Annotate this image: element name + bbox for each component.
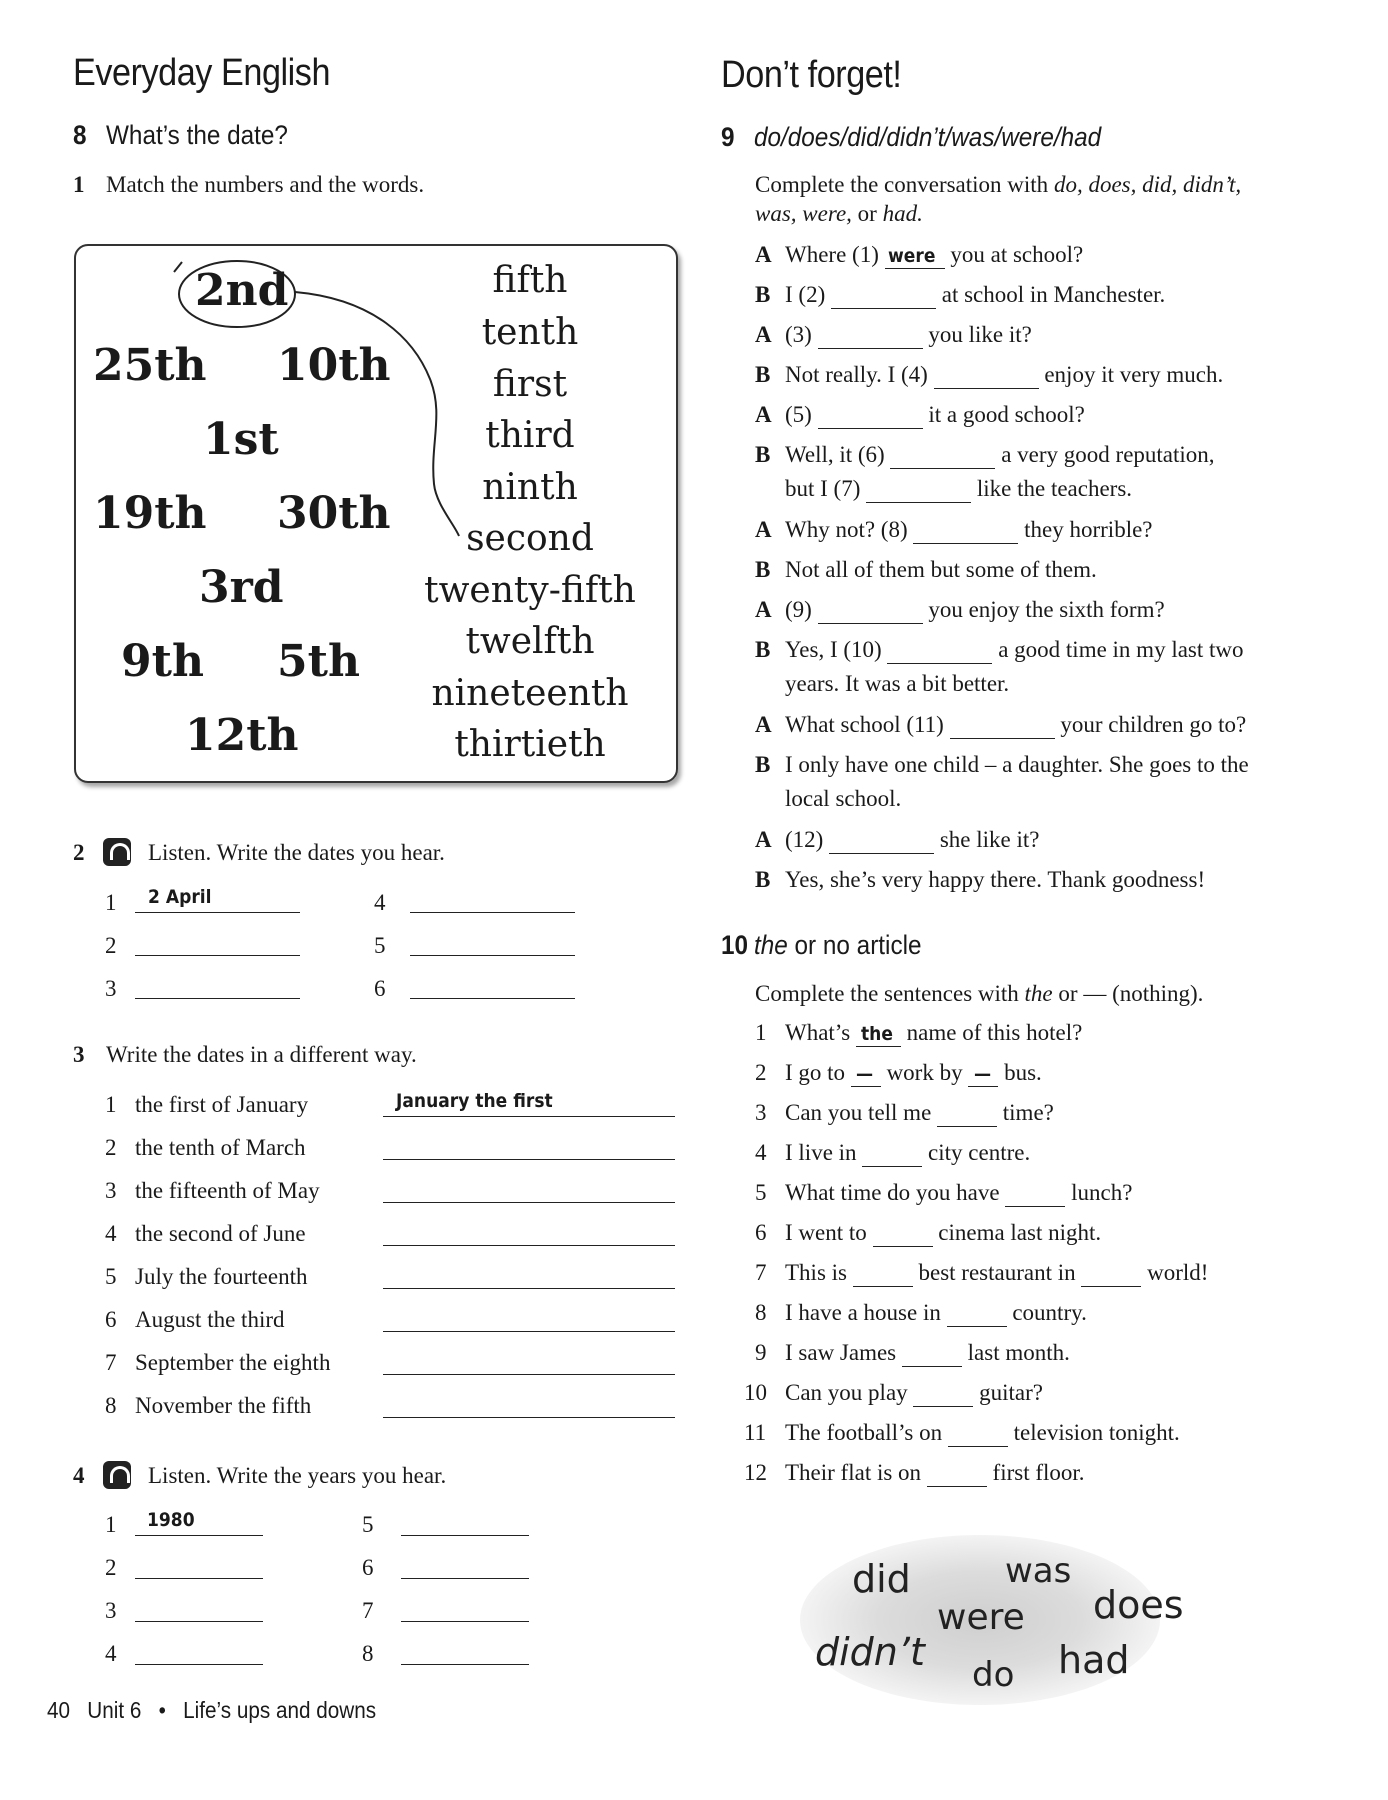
handwritten-answer: January the first — [396, 1090, 553, 1112]
dialogue-line: Not really. I (4) enjoy it very much. — [785, 362, 1224, 387]
dialogue-line: Yes, she’s very happy there. Thank goodness! — [785, 867, 1206, 892]
speaker-label: A — [755, 402, 772, 427]
item-number: 8 — [362, 1641, 374, 1666]
speaker-label: A — [755, 322, 772, 347]
item-number: 10 — [744, 1380, 767, 1405]
number-item: 12th — [185, 710, 299, 761]
dialogue-line: (12) she like it? — [785, 827, 1040, 852]
answer-line[interactable] — [401, 1535, 529, 1536]
instruction: Match the numbers and the words. — [106, 172, 425, 197]
dialogue-line: local school. — [785, 786, 902, 811]
speaker-label: B — [755, 282, 771, 307]
answer-line[interactable] — [383, 1245, 675, 1246]
speaker-label: A — [755, 827, 772, 852]
answer-blank[interactable] — [1081, 1260, 1141, 1287]
answer-line[interactable] — [401, 1664, 529, 1665]
answer-line[interactable] — [135, 1578, 263, 1579]
exercise-title: do/does/did/didn’t/was/were/had — [754, 122, 1102, 152]
answer-line[interactable] — [410, 912, 575, 913]
item-number: 1 — [105, 1092, 117, 1117]
answer-line[interactable] — [383, 1417, 675, 1418]
section-title-dont-forget: Don’t forget! — [721, 54, 902, 96]
item-number: 6 — [105, 1307, 117, 1332]
dialogue-line: Well, it (6) a very good reputation, — [785, 442, 1215, 467]
sentence: I went to cinema last night. — [785, 1220, 1102, 1245]
word-item: tenth — [481, 312, 579, 353]
dialogue-line: (5) it a good school? — [785, 402, 1085, 427]
date-phrase: the second of June — [135, 1221, 306, 1246]
dialogue-line: Where (1) were you at school? — [785, 242, 1084, 267]
answer-blank[interactable] — [913, 517, 1018, 544]
number-item: 30th — [277, 488, 391, 539]
number-item: 2nd — [195, 265, 289, 316]
subexercise-number: 2 — [73, 840, 85, 865]
instruction: Write the dates in a different way. — [106, 1042, 417, 1067]
item-number: 1 — [105, 1512, 117, 1537]
word-item: first — [492, 364, 568, 405]
answer-blank[interactable] — [937, 1100, 997, 1127]
answer-blank[interactable] — [818, 322, 923, 349]
date-phrase: the fifteenth of May — [135, 1178, 320, 1203]
answer-line[interactable] — [383, 1288, 675, 1289]
item-number: 4 — [105, 1641, 117, 1666]
speaker-label: A — [755, 712, 772, 737]
dialogue-line: (9) you enjoy the sixth form? — [785, 597, 1165, 622]
item-number: 3 — [105, 1598, 117, 1623]
dialogue-line: Why not? (8) they horrible? — [785, 517, 1153, 542]
exercise-title: the or no article — [754, 930, 922, 960]
answer-line[interactable] — [401, 1578, 529, 1579]
answer-blank[interactable] — [887, 637, 992, 664]
word-item: third — [485, 415, 575, 456]
sentence: Their flat is on first floor. — [785, 1460, 1085, 1485]
instruction: Listen. Write the years you hear. — [148, 1463, 447, 1488]
date-phrase: September the eighth — [135, 1350, 331, 1375]
sentence: I have a house in country. — [785, 1300, 1087, 1325]
answer-blank[interactable] — [818, 597, 923, 624]
answer-line[interactable] — [135, 955, 300, 956]
dialogue-line: years. It was a bit better. — [785, 671, 1010, 696]
page-number: 40 — [47, 1697, 71, 1723]
answer-blank[interactable] — [902, 1340, 962, 1367]
date-phrase: November the fifth — [135, 1393, 312, 1418]
item-number: 2 — [105, 933, 117, 958]
dialogue-line: I only have one child – a daughter. She goes to the — [785, 752, 1249, 777]
answer-blank[interactable] — [950, 712, 1055, 739]
item-number: 8 — [105, 1393, 117, 1418]
answer-line[interactable] — [383, 1159, 675, 1160]
answer-line[interactable] — [135, 1621, 263, 1622]
bullet: • — [158, 1697, 166, 1723]
speaker-label: A — [755, 517, 772, 542]
answer-blank[interactable] — [866, 476, 971, 503]
number-item: 25th — [93, 340, 207, 391]
speaker-label: B — [755, 637, 771, 662]
answer-blank[interactable] — [948, 1420, 1008, 1447]
speaker-label: B — [755, 557, 771, 582]
cloud-word: was — [1005, 1551, 1072, 1591]
answer-line[interactable] — [383, 1331, 675, 1332]
answer-blank[interactable] — [862, 1140, 922, 1167]
item-number: 1 — [105, 890, 117, 915]
answer-blank[interactable] — [829, 827, 934, 854]
dialogue-line: (3) you like it? — [785, 322, 1032, 347]
subexercise-number: 4 — [73, 1463, 85, 1488]
headphones-icon — [103, 838, 131, 866]
item-number: 4 — [374, 890, 386, 915]
cloud-word: had — [1058, 1638, 1130, 1682]
dialogue-line: Not all of them but some of them. — [785, 557, 1097, 582]
number-item: 1st — [203, 414, 279, 465]
dialogue-line: What school (11) your children go to? — [785, 712, 1247, 737]
word-item: fifth — [492, 260, 568, 301]
item-number: 7 — [362, 1598, 374, 1623]
sentence: What’s the name of this hotel? — [785, 1020, 1083, 1045]
exercise-number: 8 — [73, 120, 87, 150]
handwritten-answer: 1980 — [147, 1509, 195, 1531]
answer-blank[interactable] — [853, 1260, 913, 1287]
item-number: 7 — [755, 1260, 767, 1285]
answer-line[interactable] — [135, 998, 300, 999]
dialogue-line: I (2) at school in Manchester. — [785, 282, 1166, 307]
answer-blank[interactable] — [947, 1300, 1007, 1327]
sentence: Can you play guitar? — [785, 1380, 1044, 1405]
answer-line[interactable] — [383, 1202, 675, 1203]
instruction: Listen. Write the dates you hear. — [148, 840, 445, 865]
answer-line[interactable] — [383, 1374, 675, 1375]
answer-blank[interactable] — [934, 362, 1039, 389]
exercise-number: 9 — [721, 122, 735, 152]
number-item: 3rd — [199, 562, 284, 613]
handwritten-answer: 2 April — [148, 886, 212, 908]
item-number: 3 — [755, 1100, 767, 1125]
item-number: 2 — [105, 1555, 117, 1580]
item-number: 8 — [755, 1300, 767, 1325]
answer-blank[interactable] — [890, 442, 995, 469]
item-number: 4 — [755, 1140, 767, 1165]
number-item: 5th — [277, 636, 360, 687]
cloud-word: do — [972, 1655, 1015, 1695]
answer-line[interactable] — [410, 998, 575, 999]
word-item: twenty-fifth — [424, 570, 636, 611]
answer-line[interactable] — [401, 1621, 529, 1622]
item-number: 6 — [755, 1220, 767, 1245]
word-item: nineteenth — [431, 673, 629, 714]
subexercise-number: 3 — [73, 1042, 85, 1067]
item-number: 5 — [374, 933, 386, 958]
speaker-label: B — [755, 362, 771, 387]
speaker-label: B — [755, 442, 771, 467]
answer-line[interactable] — [135, 1535, 263, 1536]
speaker-label: B — [755, 752, 771, 777]
answer-blank[interactable] — [1005, 1180, 1065, 1207]
dialogue-line: but I (7) like the teachers. — [785, 476, 1133, 501]
answer-line[interactable] — [410, 955, 575, 956]
sentence: I go to — work by — bus. — [785, 1060, 1042, 1085]
headphones-icon — [103, 1461, 131, 1489]
answer-blank[interactable] — [818, 402, 923, 429]
answer-line[interactable] — [135, 1664, 263, 1665]
item-number: 1 — [755, 1020, 767, 1045]
instruction: Complete the conversation with do, does, did, didn’t, — [755, 172, 1242, 197]
answer-blank[interactable] — [913, 1380, 973, 1407]
item-number: 5 — [362, 1512, 374, 1537]
speaker-label: A — [755, 597, 772, 622]
item-number: 6 — [362, 1555, 374, 1580]
item-number: 5 — [105, 1264, 117, 1289]
item-number: 9 — [755, 1340, 767, 1365]
answer-line[interactable] — [383, 1116, 675, 1117]
answer-blank[interactable] — [873, 1220, 933, 1247]
date-phrase: the tenth of March — [135, 1135, 306, 1160]
section-title-everyday-english: Everyday English — [73, 52, 331, 94]
item-number: 5 — [755, 1180, 767, 1205]
cloud-word: did — [852, 1557, 911, 1601]
date-phrase: August the third — [135, 1307, 285, 1332]
sentence: Can you tell me time? — [785, 1100, 1054, 1125]
item-number: 7 — [105, 1350, 117, 1375]
item-number: 2 — [755, 1060, 767, 1085]
number-item: 10th — [277, 340, 391, 391]
item-number: 2 — [105, 1135, 117, 1160]
sentence: I live in city centre. — [785, 1140, 1031, 1165]
exercise-title: What’s the date? — [106, 120, 288, 150]
sentence: This is best restaurant in world! — [785, 1260, 1209, 1285]
word-item: twelfth — [465, 621, 595, 662]
instruction-continued: was, were, or had. — [755, 201, 923, 226]
cloud-word: didn’t — [815, 1630, 925, 1674]
date-phrase: July the fourteenth — [135, 1264, 308, 1289]
exercise-number: 10 — [721, 930, 749, 960]
answer-blank[interactable] — [831, 282, 936, 309]
speaker-label: B — [755, 867, 771, 892]
cloud-word: were — [937, 1597, 1025, 1638]
item-number: 12 — [744, 1460, 767, 1485]
word-item: thirtieth — [454, 724, 606, 765]
sentence: What time do you have lunch? — [785, 1180, 1133, 1205]
answer-blank[interactable] — [927, 1460, 987, 1487]
item-number: 3 — [105, 976, 117, 1001]
sentence: The football’s on television tonight. — [785, 1420, 1180, 1445]
word-item: second — [466, 518, 594, 559]
page-footer — [47, 1697, 376, 1724]
unit-title: Life’s ups and downs — [183, 1697, 377, 1723]
subexercise-number: 1 — [73, 172, 85, 197]
item-number: 4 — [105, 1221, 117, 1246]
item-number: 6 — [374, 976, 386, 1001]
date-phrase: the first of January — [135, 1092, 309, 1117]
number-item: 9th — [121, 636, 204, 687]
answer-line[interactable] — [135, 912, 300, 913]
item-number: 11 — [744, 1420, 767, 1445]
speaker-label: A — [755, 242, 772, 267]
dialogue-line: Yes, I (10) a good time in my last two — [785, 637, 1244, 662]
cloud-word: does — [1093, 1583, 1184, 1627]
item-number: 3 — [105, 1178, 117, 1203]
instruction: Complete the sentences with the or — (nothing). — [755, 981, 1204, 1006]
unit-label: Unit 6 — [87, 1697, 142, 1723]
sentence: I saw James last month. — [785, 1340, 1070, 1365]
word-item: ninth — [482, 467, 578, 508]
number-item: 19th — [93, 488, 207, 539]
